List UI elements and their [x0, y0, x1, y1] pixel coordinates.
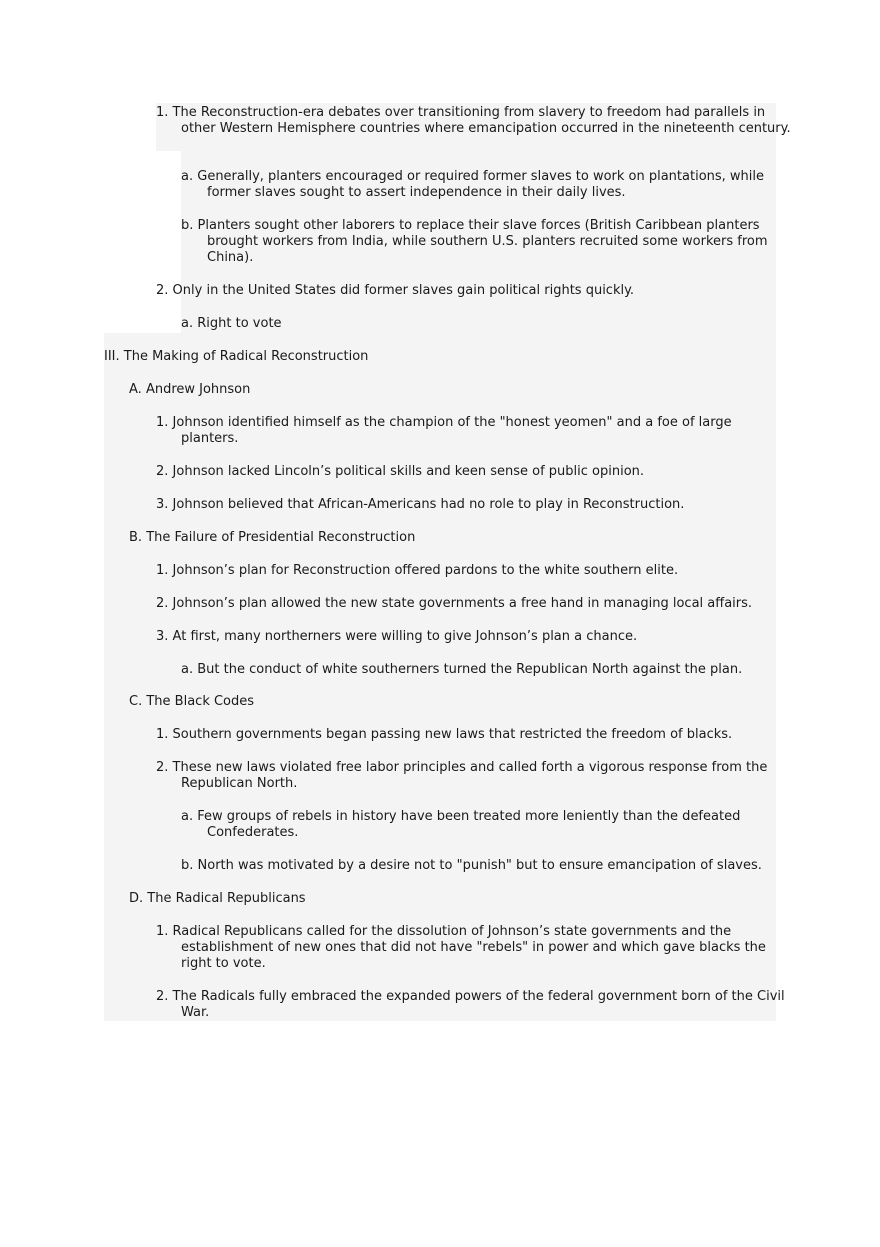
outline-subitem: b. Planters sought other laborers to replace their slave forces (British Caribbean planters brought workers from India, while southern U.S. planters recruited some workers from China). [181, 218, 768, 265]
outline-subitem: b. North was motivated by a desire not to "punish" but to ensure emancipation of slaves. [181, 858, 762, 873]
section-heading: III. The Making of Radical Reconstruction [104, 349, 369, 364]
outline-item: 1. The Reconstruction-era debates over transitioning from slavery to freedom had parallels in other Western Hemisphere countries where emancipation occurred in the nineteenth century. [156, 105, 791, 136]
outline-item: 3. At first, many northerners were willing to give Johnson’s plan a chance. [156, 629, 638, 644]
outline-item: 2. Only in the United States did former slaves gain political rights quickly. [156, 283, 635, 298]
outline-item: 2. These new laws violated free labor principles and called forth a vigorous response from the Republican North. [156, 760, 768, 791]
subsection-heading: A. Andrew Johnson [129, 382, 251, 397]
outline-item: 1. Johnson identified himself as the champion of the "honest yeomen" and a foe of large planters. [156, 415, 732, 446]
outline-item: 1. Radical Republicans called for the dissolution of Johnson’s state governments and the establishment of new ones that did not have "rebels" in power and which gave blacks the right to vote. [156, 924, 766, 971]
outline-subitem: a. Few groups of rebels in history have been treated more leniently than the defeated Confederates. [181, 809, 741, 840]
subsection-heading: C. The Black Codes [129, 694, 255, 709]
outline-item: 2. Johnson lacked Lincoln’s political skills and keen sense of public opinion. [156, 464, 645, 479]
outline-subitem: a. But the conduct of white southerners turned the Republican North against the plan. [181, 662, 743, 677]
outline-subitem: a. Right to vote [181, 316, 282, 331]
subsection-heading: B. The Failure of Presidential Reconstruction [129, 530, 416, 545]
outline-item: 3. Johnson believed that African-Americans had no role to play in Reconstruction. [156, 497, 685, 512]
outline-subitem: a. Generally, planters encouraged or required former slaves to work on plantations, while former slaves sought to assert independence in their daily lives. [181, 169, 765, 200]
subsection-heading: D. The Radical Republicans [129, 891, 306, 906]
outline-item: 1. Johnson’s plan for Reconstruction offered pardons to the white southern elite. [156, 563, 679, 578]
outline-item: 2. The Radicals fully embraced the expanded powers of the federal government born of the Civil War. [156, 989, 785, 1020]
outline-item: 1. Southern governments began passing new laws that restricted the freedom of blacks. [156, 727, 733, 742]
outline-item: 2. Johnson’s plan allowed the new state governments a free hand in managing local affairs. [156, 596, 753, 611]
